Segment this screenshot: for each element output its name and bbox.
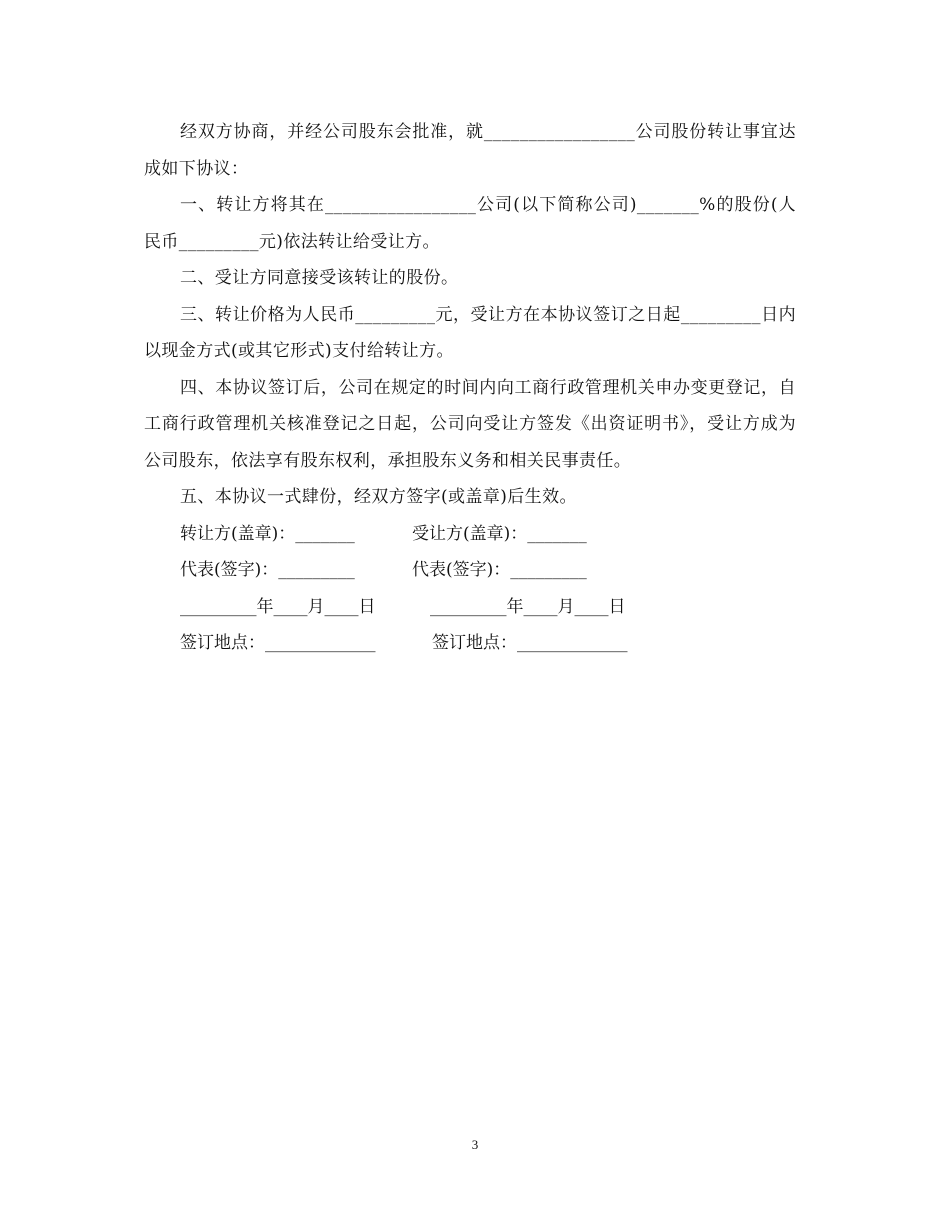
representative-row [144, 552, 796, 589]
transferor-signing-place-field: 签订地点：_____________ [180, 633, 376, 653]
page-number: 3 [471, 1137, 479, 1152]
place-row [144, 625, 796, 662]
transferee-date-field: _________年____月____日 [430, 596, 626, 617]
transferee-seal-field: 受让方(盖章)：_______ [412, 523, 587, 544]
agreement-body [144, 114, 796, 662]
transferor-representative-field: 代表(签字)：_________ [180, 560, 355, 580]
transferee-representative-field: 代表(签字)：_________ [412, 560, 587, 580]
paragraph-clause-2: 二、受让方同意接受该转让的股份。 [180, 268, 459, 288]
paragraph-clause-5: 五、本协议一式肆份，经双方签字(或盖章)后生效。 [180, 487, 577, 507]
paragraph-clause-4: 四、本协议签订后，公司在规定的时间内向工商行政管理机关申办变更登记，自工商行政管理机关核准登记之日起，公司向受让方签发《出资证明书》，受让方成为公司股东，依法享有股东权利，承担股东义务和相关民事责任。 [144, 377, 796, 471]
transferor-seal-field: 转让方(盖章)：_______ [180, 523, 355, 544]
paragraph-clause-3: 三、转让价格为人民币_________元，受让方在本协议签订之日起_________日内以现金方式(或其它形式)支付给转让方。 [144, 304, 796, 361]
seal-row [144, 516, 796, 553]
transferee-signing-place-field: 签订地点：_____________ [432, 633, 628, 653]
date-row [144, 589, 796, 626]
paragraph-clause-1: 一、转让方将其在_________________公司(以下简称公司)_______%的股份(人民币_________元)依法转让给受让方。 [144, 195, 796, 252]
paragraph-intro: 经双方协商，并经公司股东会批准，就_________________公司股份转让事宜达成如下协议： [144, 122, 796, 179]
transferor-date-field: _________年____月____日 [180, 596, 376, 617]
